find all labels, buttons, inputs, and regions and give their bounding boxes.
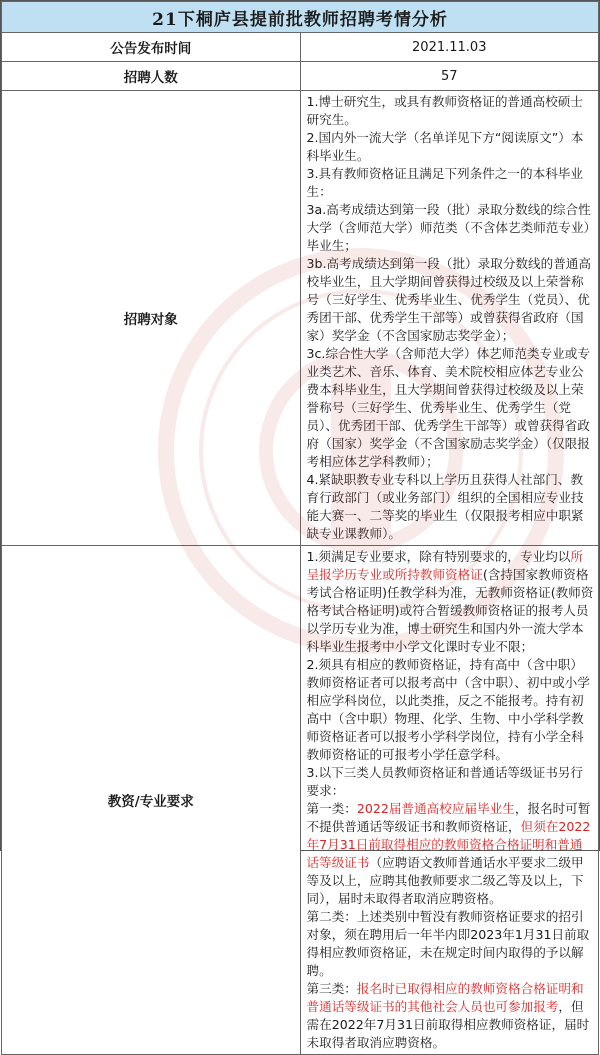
target-line: 3c.综合性大学（含师范大学）体艺师范类专业或专业类艺术、音乐、体育、美术院校相应体艺专业公费本科毕业生，且大学期间曾获得过校级及以上荣誉称号（三好学生、优秀毕业生、优秀学生（党员）、优秀团干部、优秀学生干部等）或曾获得省政府（国家）奖学金（不含国家励志奖学金）（仅限报考相应体艺学科教师）； — [306, 346, 590, 469]
require-text: 1.须满足专业要求，除有特别要求的，专业均以 — [306, 549, 571, 564]
require-text: 第三类： — [306, 981, 357, 996]
require-label: 教资/专业要求 — [2, 546, 301, 1055]
require-text: ，但需在2022年7月31日前取得相应教师资格证，届时未取得者取消应聘资格。 — [306, 999, 590, 1050]
require-text: 第一类： — [306, 801, 357, 816]
target-label: 招聘对象 — [2, 91, 301, 546]
require-text: ，报名时可暂不提供普通话等级证书和教师资格证， — [306, 801, 591, 834]
highlight-text: 所呈报学历专业或所持教师资格证 — [306, 549, 583, 582]
category-3 — [307, 980, 595, 1052]
info-table — [1, 1, 599, 1055]
announce-label: 公告发布时间 — [2, 33, 301, 62]
count-value: 57 — [300, 62, 599, 91]
page-title: 21下桐庐县提前批教师招聘考情分析 — [2, 2, 599, 33]
count-label: 招聘人数 — [2, 62, 301, 91]
target-line: 2.国内外一流大学（名单详见下方“阅读原文”）本科毕业生。 — [306, 130, 584, 163]
require-item-3: 3.以下三类人员教师资格证和普通话等级证书另行要求： — [306, 765, 583, 798]
target-line: 1.博士研究生，或具有教师资格证的普通高校硕士研究生。 — [306, 94, 583, 127]
highlight-text: 2022届普通高校应届毕业生 — [356, 801, 515, 816]
category-2: 第二类：上述类别中暂没有教师资格证要求的招引对象，须在聘用后一年半内即2023年1月31日前取得相应教师资格证，未在规定时间内取得的予以解聘。 — [306, 909, 590, 978]
require-text: （应聘语文教师普通话水平要求二级甲等及以上，应聘其他教师要求二级乙等及以上，下同），届时未取得者取消应聘资格。 — [306, 855, 584, 906]
target-line: 4.紧缺职教专业专科以上学历且获得人社部门、教育行政部门（或业务部门）组织的全国相应专业技能大赛一、二等奖的毕业生（仅限报考相应中职紧缺专业课教师）。 — [306, 472, 584, 541]
require-text: (含持国家教师资格考试合格证明)任教学科为准，无教师资格证(教师资格考试合格证明)或符合暂缓教师资格证的报考人员以学历专业为准，博士研究生和国内外一流大学本科毕业生报考中小学文化课时专业不限； — [306, 567, 594, 654]
require-content — [300, 546, 599, 1055]
require-item-2: 2.须具有相应的教师资格证，持有高中（含中职）教师资格证者可以报考高中（含中职）、初中或小学相应学科岗位，以此类推，反之不能报考。持有初高中（含中职）物理、化学、生物、中小学科学教师资格证者可以报考小学科学岗位，持有小学全科教师资格证的可报考小学任意学科。 — [306, 657, 590, 762]
category-1 — [307, 800, 595, 908]
highlight-text: 但须在2022年7月31日前取得相应的教师资格合格证明和普通话等级证书 — [306, 819, 591, 870]
target-line: 3a.高考成绩达到第一段（批）录取分数线的综合性大学（含师范大学）师范类（不含体艺类师范专业）毕业生； — [306, 202, 591, 253]
highlight-text: 报名时已取得相应的教师资格合格证明和普通话等级证书的其他社会人员也可参加报考 — [306, 981, 584, 1014]
announce-value: 2021.11.03 — [300, 33, 599, 62]
target-line: 3.具有教师资格证且满足下列条件之一的本科毕业生： — [306, 166, 583, 199]
require-item-1 — [307, 548, 595, 656]
target-line: 3b.高考成绩达到第一段（批）录取分数线的普通高校毕业生，且大学期间曾获得过校级及以上荣誉称号（三好学生、优秀毕业生、优秀学生（党员）、优秀团干部、优秀学生干部等）或曾获得省政府（国家）奖学金（不含国家励志奖学金）； — [306, 256, 591, 343]
target-content — [300, 91, 599, 546]
